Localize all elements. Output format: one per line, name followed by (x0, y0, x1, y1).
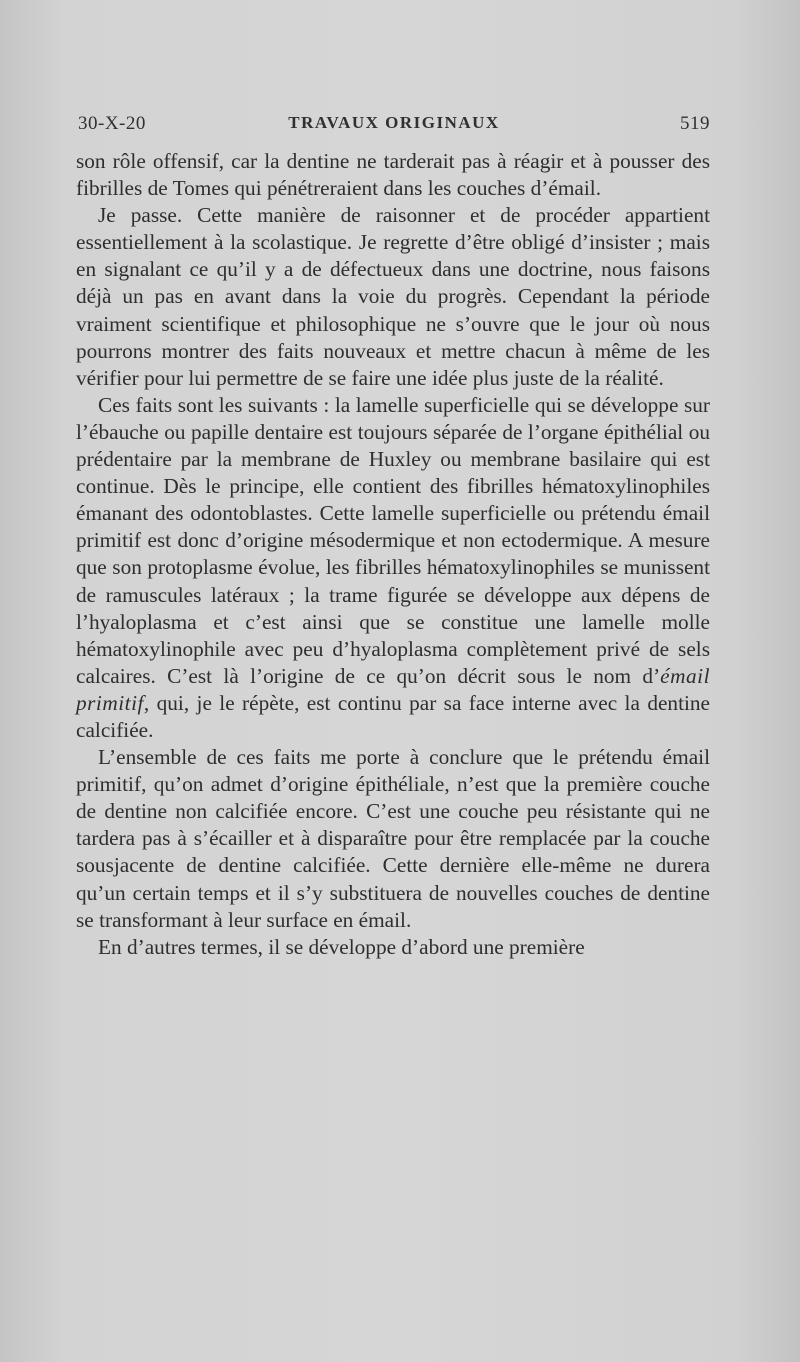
paragraph-continuation: son rôle offensif, car la dentine ne tarderait pas à réagir et à pousser des fibrilles de Tomes qui pénétreraient dans les couches d’émail. (76, 149, 710, 201)
paragraph-facts-text-end: , qui, je le répète, est continu par sa face interne avec la dentine calcifiée. (76, 690, 710, 742)
running-header (78, 113, 710, 143)
body-text (76, 148, 710, 961)
header-date: 30-X-20 (78, 113, 146, 134)
paragraph-conclusion: L’ensemble de ces faits me porte à conclure que le prétendu émail primitif, qu’on admet d’origine épithéliale, n’est que la première couche de dentine non calcifiée encore. C’est une couche peu résistante qui ne tardera pas à s’écailler et à disparaître pour être remplacée par la couche sousjacente de dentine calcifiée. Cette dernière elle-même ne durera qu’un certain temps et il s’y substituera de nouvelles couches de dentine se transformant à leur surface en émail. (76, 745, 710, 932)
header-section-title: TRAVAUX ORIGINAUX (288, 113, 500, 132)
italic-term: émail primitif (76, 663, 710, 715)
paragraph-final: En d’autres termes, il se développe d’abord une première (98, 934, 585, 959)
page-number: 519 (680, 113, 710, 134)
paragraph-facts-text: Ces faits sont les suivants : la lamelle superficielle qui se développe sur l’ébauche ou papille dentaire est toujours séparée de l’organe épithélial ou prédentaire par la membrane de Huxley ou membrane basilaire qui est continue. Dès le principe, elle contient des fibrilles hématoxylinophiles émanant des odontoblastes. Cette lamelle superficielle ou prétendu émail primitif est donc d’origine mésodermique et non ectodermique. A mesure que son protoplasme évolue, les fibrilles hématoxylinophiles se munissent de ramuscules latéraux ; la trame figurée se développe aux dépens de l’hyaloplasma et c’est ainsi que se constitue une lamelle molle hématoxylinophile avec peu d’hyaloplasma complètement privé de sels calcaires. C’est là l’origine de ce qu’on décrit sous le nom d’ (76, 392, 710, 688)
paragraph-scholastic: Je passe. Cette manière de raisonner et de procéder appartient essentiellement à la scolastique. Je regrette d’être obligé d’insister ; mais en signalant ce qu’il y a de défectueux dans une doctrine, nous faisons déjà un pas en avant dans la voie du progrès. Cependant la période vraiment scientifique et philosophique ne s’ouvre que le jour où nous pourrons montrer des faits nouveaux et mettre chacun à même de les vérifier pour lui permettre de se faire une idée plus juste de la réalité. (76, 203, 710, 390)
paragraph-facts (76, 392, 710, 744)
